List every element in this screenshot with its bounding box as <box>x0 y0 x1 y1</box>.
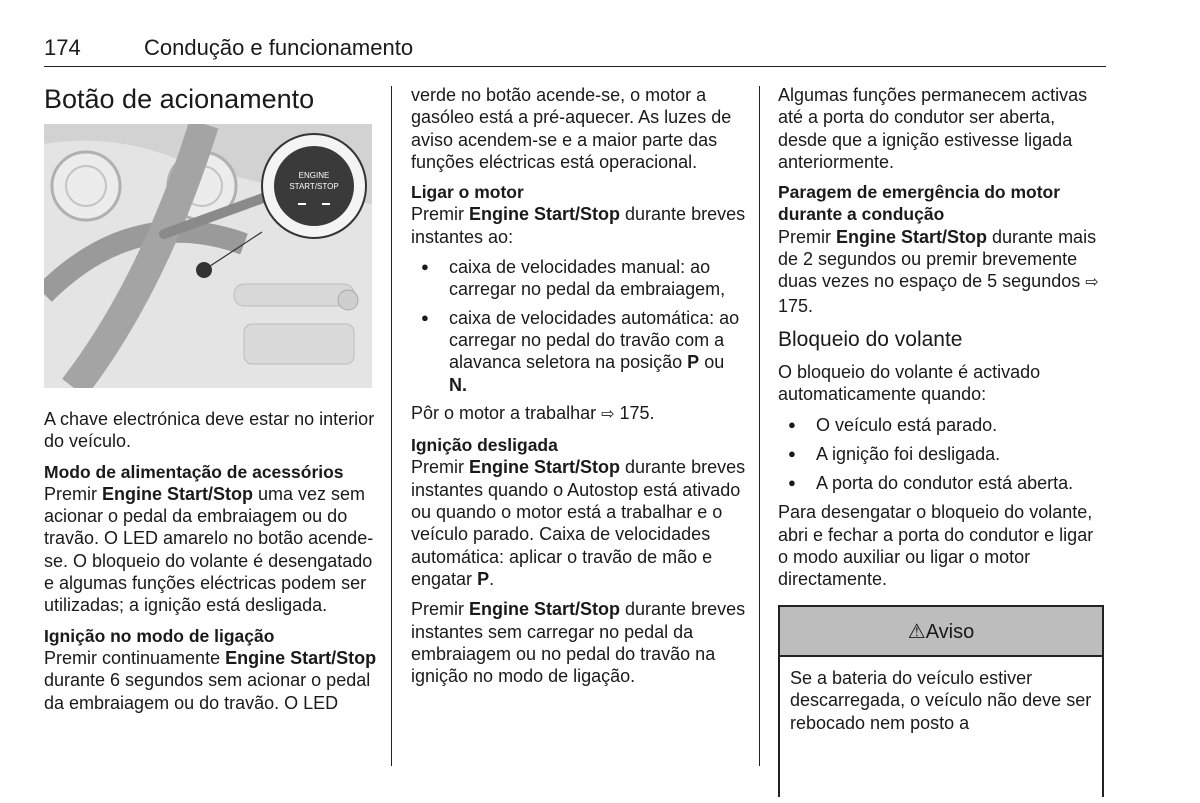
paragraph: verde no botão acende-se, o motor a gasóleo está a pré-aquecer. As luzes de aviso acendem-se e a maior parte das funções eléctricas está operacional. <box>411 85 732 172</box>
paragraph: Ignição no modo de ligação Premir continuamente Engine Start/Stop durante 6 segundos sem acionar o pedal da embraiagem ou do travão. O LED <box>44 625 379 714</box>
column-1 <box>44 84 379 722</box>
page-header <box>44 34 1106 67</box>
paragraph: Paragem de emergência do motor durante a condução Premir Engine Start/Stop durante mais de 2 segundos ou premir brevemente duas vezes no espaço de 5 segundos ⇨ 175. <box>778 181 1108 317</box>
warning-triangle-icon: ⚠ <box>907 621 926 643</box>
paragraph: Premir Engine Start/Stop durante breves instantes sem carregar no pedal da embraiagem ou no pedal do travão na ignição no modo de ligação. <box>411 599 746 687</box>
paragraph: Para desengatar o bloqueio do volante, abri e fechar a porta do condutor e ligar o modo auxiliar ou ligar o motor directamente. <box>778 502 1094 590</box>
bullet-list <box>778 414 1108 495</box>
list-item: ● O veículo está parado. <box>778 414 1108 436</box>
subheading: Ignição no modo de ligação <box>44 625 275 646</box>
warning-header <box>780 607 1102 657</box>
button-label-line2: START/STOP <box>289 182 339 191</box>
section-heading: Bloqueio do volante <box>778 327 963 351</box>
subheading: Modo de alimentação de acessórios <box>44 461 344 482</box>
list-item: ● A porta do condutor está aberta. <box>778 472 1108 494</box>
column-2 <box>411 84 747 695</box>
list-item: ● caixa de velocidades automática: ao carregar no pedal do travão com a alavanca seletora na posição P ou N. <box>411 307 747 396</box>
arrow-right-icon: ⇨ <box>601 405 615 423</box>
paragraph: Ligar o motor Premir Engine Start/Stop durante breves instantes ao: <box>411 182 746 247</box>
start-stop-button-illustration <box>44 124 372 388</box>
page-number: 174 <box>44 35 81 60</box>
page-reference: 175. <box>619 402 655 423</box>
paragraph: Modo de alimentação de acessórios Premir Engine Start/Stop uma vez sem acionar o pedal da embraiagem ou do travão. O LED amarelo no botão acende-se. O bloqueio do volante é desengatado e algumas funções eléctricas podem ser utilizadas; a ignição está desligada. <box>44 461 379 617</box>
subheading: Ligar o motor <box>411 182 524 203</box>
paragraph: A chave electrónica deve estar no interior do veículo. <box>44 409 375 452</box>
warning-title: Aviso <box>925 621 975 643</box>
column-3 <box>778 84 1108 599</box>
button-label-line1: ENGINE <box>298 171 330 180</box>
page-title: Botão de acionamento <box>44 84 315 114</box>
subheading: Ignição desligada <box>411 435 558 456</box>
warning-box <box>778 605 1104 803</box>
paragraph: Ignição desligada Premir Engine Start/Stop durante breves instantes quando o Autostop está ativado ou quando o motor está a trabalhar e o veículo parado. Caixa de velocidades automática: aplicar o travão de mão e engatar P. <box>411 435 746 589</box>
column-divider <box>391 86 392 766</box>
subheading: Paragem de emergência do motor durante a condução <box>778 182 1061 225</box>
paragraph: O bloqueio do volante é activado automaticamente quando: <box>778 361 1041 405</box>
section-title: Condução e funcionamento <box>144 35 414 60</box>
paragraph: Pôr o motor a trabalhar ⇨ 175. <box>411 402 655 423</box>
arrow-right-icon: ⇨ <box>1085 274 1099 292</box>
warning-text: Se a bateria do veículo estiver descarregada, o veículo não deve ser rebocado nem posto a <box>790 668 1092 733</box>
column-divider <box>759 86 760 766</box>
list-item: ● A ignição foi desligada. <box>778 443 1108 465</box>
bullet-list <box>411 256 747 396</box>
paragraph: Algumas funções permanecem activas até a porta do condutor ser aberta, desde que a ignição estivesse ligada anteriormente. <box>778 85 1088 172</box>
page-reference: 175. <box>778 295 814 316</box>
list-item: ● caixa de velocidades manual: ao carregar no pedal da embraiagem, <box>411 256 747 301</box>
